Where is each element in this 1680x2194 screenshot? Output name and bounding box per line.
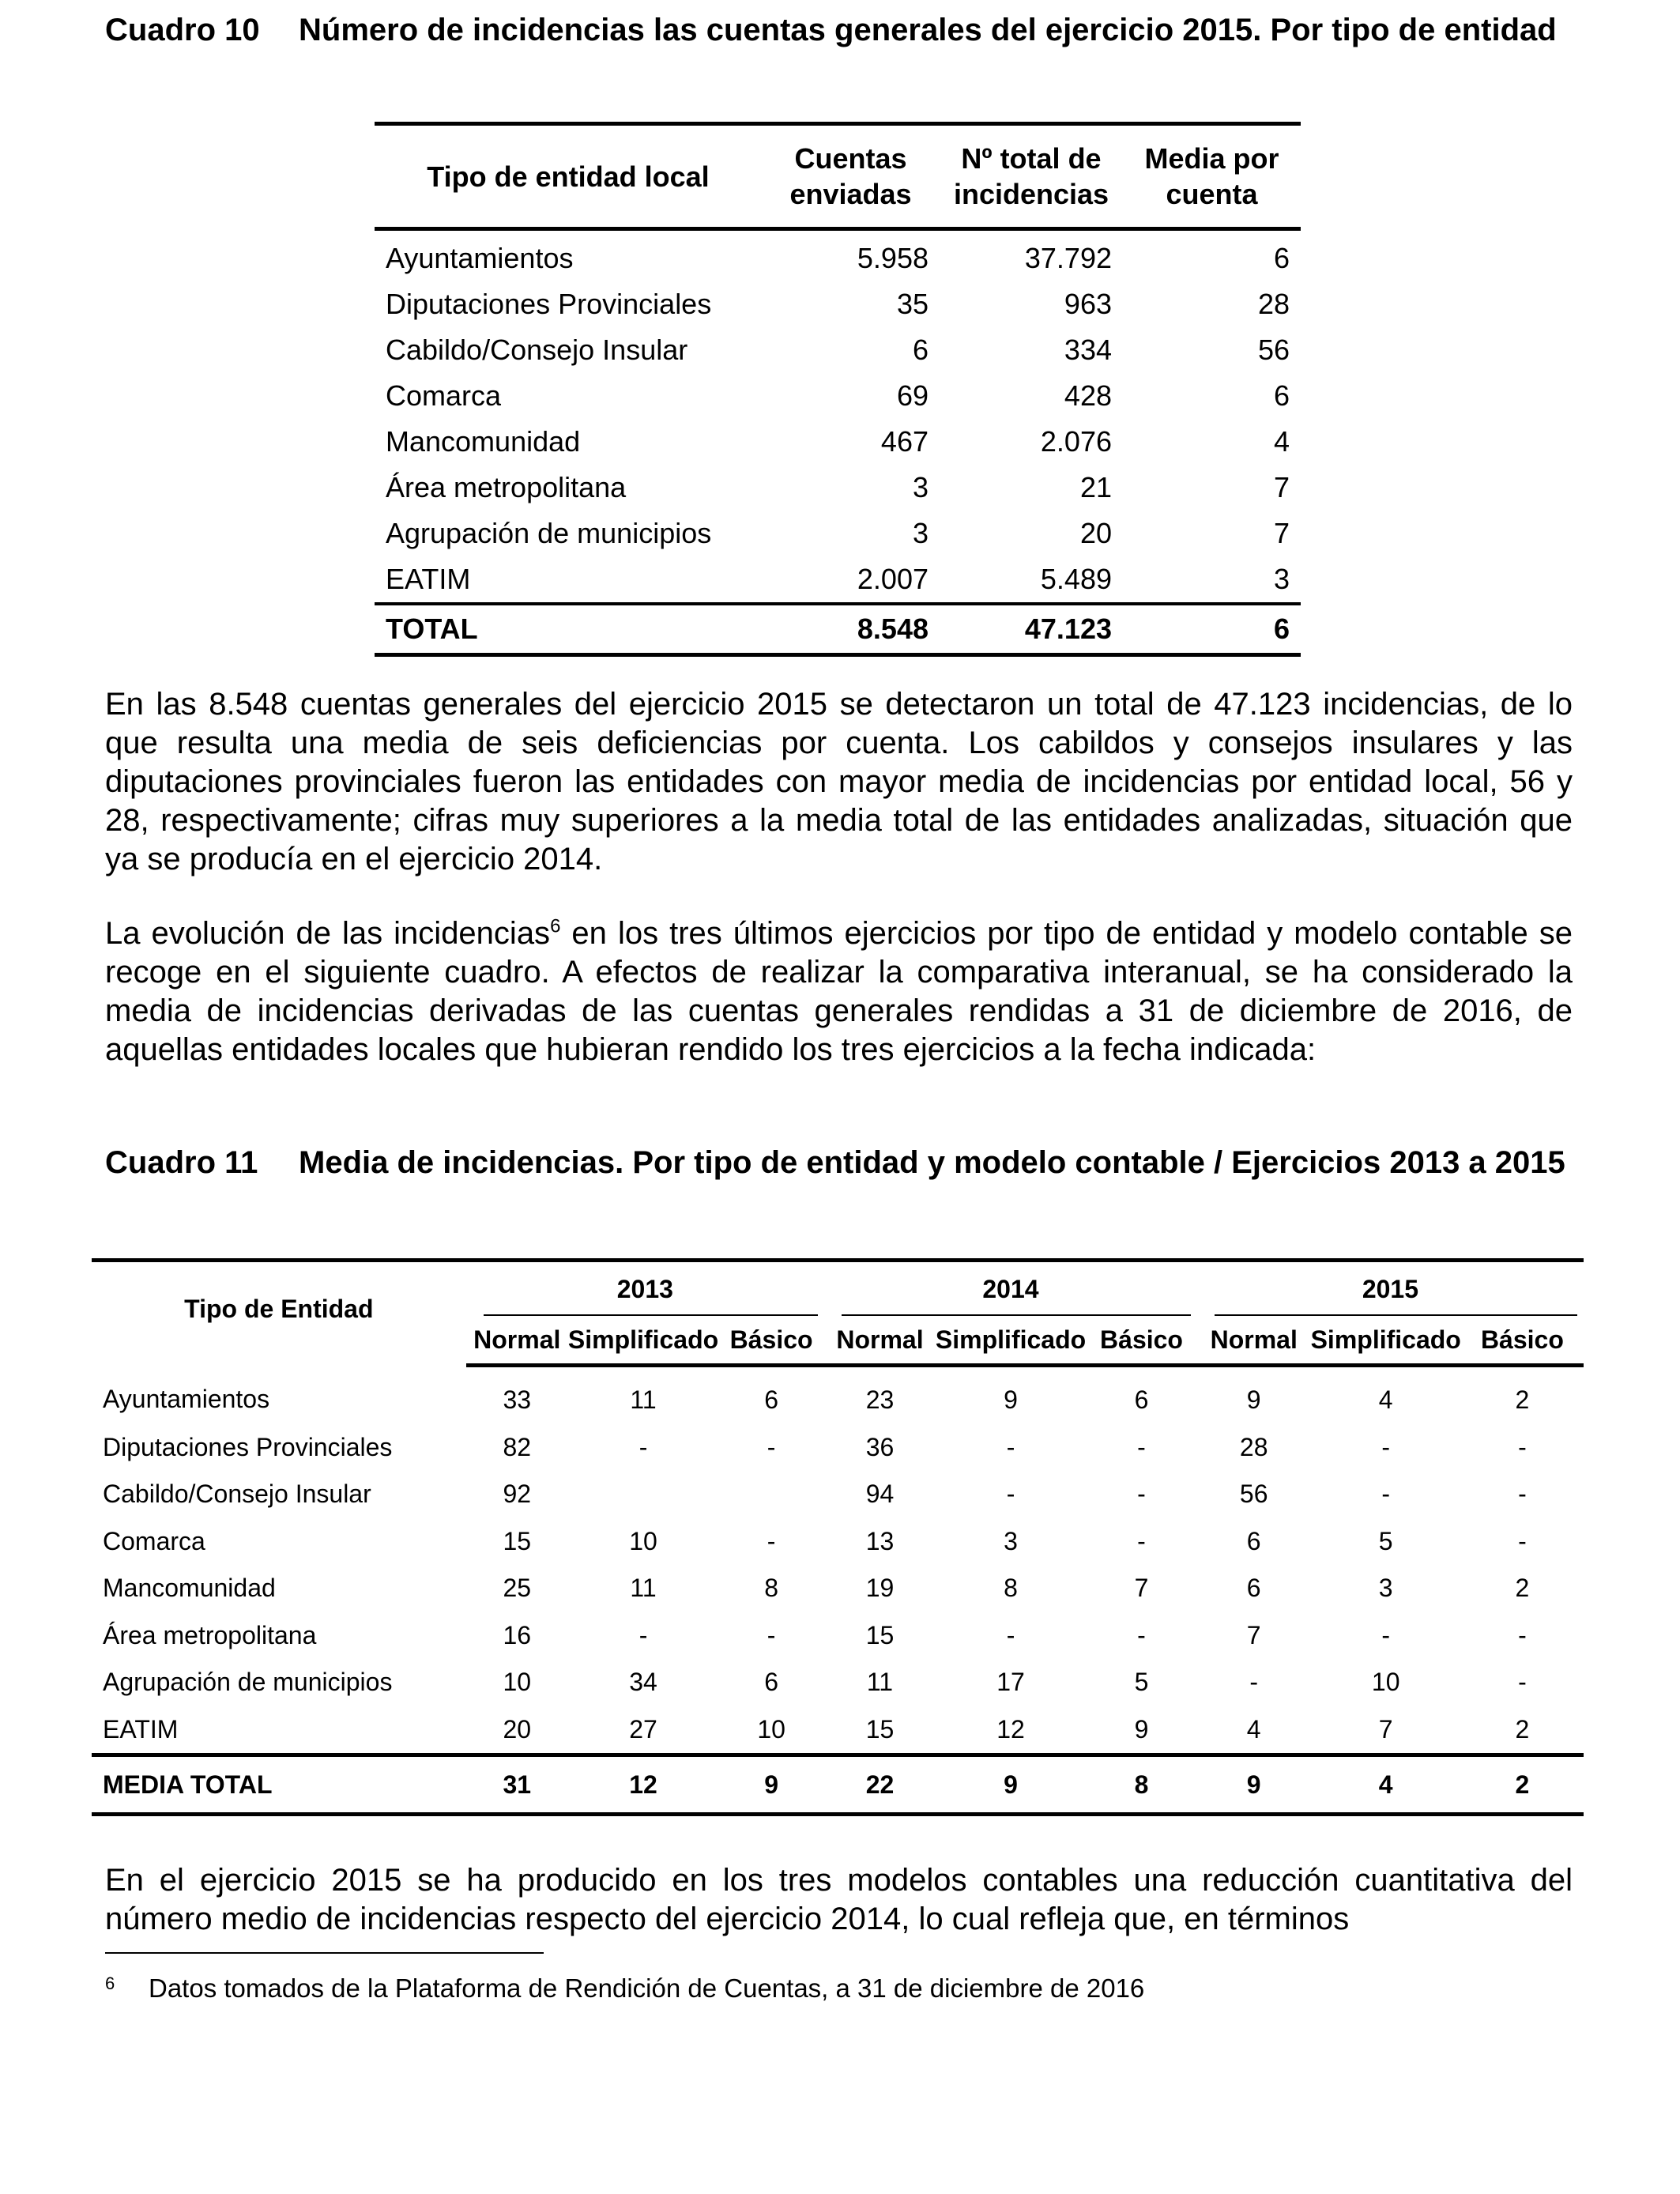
table-cell: 4	[1378, 1385, 1393, 1415]
row-label: Agrupación de municipios	[103, 1668, 393, 1697]
table-cell: 94	[865, 1480, 895, 1509]
table-cell: 428	[1064, 379, 1112, 412]
table-row	[92, 1612, 1584, 1660]
table-cell: 8	[1004, 1574, 1018, 1603]
cuadro-11-caption	[105, 1144, 1573, 1182]
row-label: Diputaciones Provinciales	[386, 288, 712, 320]
total-cell: 9	[1197, 1755, 1311, 1815]
cuadro-10-table	[375, 122, 1301, 657]
total-cell: 9	[718, 1755, 824, 1815]
col-header-year-2014: 2014	[824, 1261, 1197, 1317]
table-cell: 6	[1134, 1385, 1149, 1415]
table-cell: 15	[865, 1620, 895, 1649]
col-header-tipo-entidad: Tipo de Entidad	[92, 1261, 466, 1366]
table-cell: 7	[1134, 1574, 1149, 1603]
col-header-normal: Normal	[824, 1316, 936, 1366]
col-header-basico: Básico	[1461, 1316, 1584, 1366]
table-row	[92, 1659, 1584, 1706]
row-label: Diputaciones Provinciales	[103, 1432, 393, 1461]
table-cell: 2.007	[857, 563, 929, 595]
table-cell: 28	[1239, 1432, 1268, 1461]
paragraph-2: La evolución de las incidencias$^6$ en los tres últimos ejercicios por tipo de entidad y modelo contable se recoge en el siguiente cuadro. A efectos de realizar la comparativa interanual, se ha considerado la media de incidencias derivadas de las cuentas generales rendidas a 31 de diciembre de 2016, de aquellas entidades locales que hubieran rendido los tres ejercicios a la fecha indicada:	[105, 915, 1573, 1067]
table-cell: 5	[1134, 1668, 1149, 1697]
cuadro-10-number: Cuadro 10	[105, 13, 260, 47]
total-cell: 4	[1311, 1755, 1461, 1815]
table-row	[92, 1706, 1584, 1755]
cuadro-10-title: Número de incidencias las cuentas generales del ejercicio 2015. Por tipo de entidad	[299, 13, 1557, 47]
table-row	[375, 327, 1301, 373]
table-row	[92, 1518, 1584, 1566]
row-label: Agrupación de municipios	[386, 517, 712, 549]
table-header-row	[375, 124, 1301, 229]
table-cell: 5.958	[857, 242, 929, 274]
table-cell: 9	[1004, 1385, 1018, 1415]
total-cell: 47.123	[940, 604, 1123, 655]
table-cell: -	[1137, 1432, 1146, 1461]
col-header-cuentas-enviadas: Cuentas enviadas	[762, 124, 940, 229]
total-cell: 31	[466, 1755, 568, 1815]
footnote-reference: 6	[550, 915, 561, 937]
table-row	[375, 511, 1301, 556]
table-cell: -	[767, 1526, 776, 1555]
table-cell: -	[1381, 1432, 1391, 1461]
table-cell: 8	[764, 1574, 778, 1603]
table-cell: 963	[1064, 288, 1112, 320]
table-cell: 25	[503, 1574, 532, 1603]
total-cell: 6	[1123, 604, 1301, 655]
table-cell: 4	[1273, 425, 1290, 458]
table-cell: 92	[503, 1480, 532, 1509]
table-cell: 17	[996, 1668, 1025, 1697]
table-cell: 11	[630, 1574, 657, 1603]
table-cell: 37.792	[1024, 242, 1112, 274]
cuadro-11-body	[92, 1366, 1584, 1815]
table-cell: 6	[764, 1385, 778, 1415]
table-cell: 16	[503, 1620, 532, 1649]
table-row	[375, 229, 1301, 282]
paragraph-1: En las 8.548 cuentas generales del ejercicio 2015 se detectaron un total de 47.123 incidencias, de lo que resulta una media de seis deficiencias por cuenta. Los cabildos y consejos insulares y las diputaciones provinciales fueron las entidades con mayor media de incidencias por entidad local, 56 y 28, respectivamente; cifras muy superiores a la media total de las entidades analizadas, situación que ya se producía en el ejercicio 2014.	[105, 687, 1573, 876]
footnote-text: Datos tomados de la Plataforma de Rendición de Cuentas, a 31 de diciembre de 2016	[149, 1973, 1145, 2003]
cuadro-11-table	[92, 1258, 1584, 1816]
table-cell: 334	[1064, 334, 1112, 366]
row-label: Ayuntamientos	[386, 242, 574, 274]
table-cell: -	[1381, 1620, 1391, 1649]
table-cell: -	[638, 1620, 648, 1649]
table-cell: 21	[1079, 471, 1112, 503]
footnote	[105, 1966, 1527, 2006]
table-cell: 4	[1246, 1714, 1261, 1744]
col-header-basico: Básico	[1086, 1316, 1197, 1366]
table-cell: 10	[629, 1526, 657, 1555]
table-header-years-row	[92, 1261, 1584, 1317]
table-cell	[568, 1471, 718, 1518]
row-label: EATIM	[103, 1714, 179, 1744]
table-cell: 19	[865, 1574, 895, 1603]
table-cell: -	[1137, 1620, 1146, 1649]
table-cell: 3	[1273, 563, 1290, 595]
cuadro-10-caption	[105, 11, 1573, 50]
row-label: Comarca	[386, 379, 502, 412]
table-cell: -	[638, 1432, 648, 1461]
table-cell: 5.489	[1040, 563, 1112, 595]
col-header-normal: Normal	[466, 1316, 568, 1366]
table-cell: 10	[503, 1668, 532, 1697]
table-cell: -	[1518, 1620, 1527, 1649]
col-header-simplificado: Simplificado	[936, 1316, 1086, 1366]
total-cell: 12	[568, 1755, 718, 1815]
table-cell: -	[1137, 1480, 1146, 1509]
total-row	[375, 604, 1301, 655]
table-cell: -	[767, 1432, 776, 1461]
row-label: EATIM	[386, 563, 471, 595]
row-label: Área metropolitana	[386, 471, 627, 503]
table-row	[92, 1424, 1584, 1472]
table-cell: 12	[996, 1714, 1025, 1744]
total-cell: 9	[936, 1755, 1086, 1815]
table-cell: 6	[1246, 1574, 1261, 1603]
table-cell: 28	[1257, 288, 1290, 320]
row-label: Área metropolitana	[103, 1620, 317, 1649]
table-cell: 20	[1079, 517, 1112, 549]
col-header-media-cuenta: Media por cuenta	[1123, 124, 1301, 229]
total-cell: 2	[1461, 1755, 1584, 1815]
cuadro-10-body	[375, 229, 1301, 655]
table-cell: 3	[1004, 1526, 1018, 1555]
total-cell: 22	[824, 1755, 936, 1815]
table-cell: 11	[630, 1385, 657, 1415]
table-cell: 6	[764, 1668, 778, 1697]
table-cell: 20	[503, 1714, 532, 1744]
table-cell: 10	[757, 1714, 785, 1744]
table-cell: 467	[880, 425, 929, 458]
table-cell: 23	[865, 1385, 895, 1415]
row-label: Ayuntamientos	[103, 1385, 270, 1413]
total-row	[92, 1755, 1584, 1815]
table-cell: 36	[865, 1432, 895, 1461]
table-cell: -	[1518, 1480, 1527, 1509]
table-cell: 2	[1515, 1385, 1530, 1415]
table-cell: 7	[1273, 471, 1290, 503]
table-row	[92, 1366, 1584, 1424]
table-cell: -	[1006, 1480, 1015, 1509]
table-cell: 69	[896, 379, 929, 412]
table-cell: 2.076	[1040, 425, 1112, 458]
cuadro-11-number: Cuadro 11	[105, 1145, 258, 1180]
table-cell: 3	[1378, 1574, 1393, 1603]
table-cell: 6	[1273, 379, 1290, 412]
total-label: MEDIA TOTAL	[92, 1755, 466, 1815]
total-label: TOTAL	[375, 604, 762, 655]
table-cell: -	[1518, 1668, 1527, 1697]
table-cell: -	[1381, 1480, 1391, 1509]
paragraph-3: En el ejercicio 2015 se ha producido en los tres modelos contables una reducción cuantitativa del número medio de incidencias respecto del ejercicio 2014, lo cual refleja que, en términos	[105, 1863, 1573, 1936]
col-header-tipo-entidad: Tipo de entidad local	[375, 124, 762, 229]
table-cell: 7	[1378, 1714, 1393, 1744]
table-cell: 11	[866, 1668, 894, 1697]
row-label: Cabildo/Consejo Insular	[103, 1480, 371, 1509]
row-label: Mancomunidad	[386, 425, 581, 458]
col-header-year-2013: 2013	[466, 1261, 824, 1317]
table-cell: 6	[1273, 242, 1290, 274]
col-header-total-incidencias: Nº total de incidencias	[940, 124, 1123, 229]
row-label: Comarca	[103, 1526, 205, 1555]
table-cell: -	[1137, 1526, 1146, 1555]
table-cell: 2	[1515, 1714, 1530, 1744]
table-row	[375, 556, 1301, 604]
table-cell	[718, 1471, 824, 1518]
table-cell: -	[767, 1620, 776, 1649]
table-row	[92, 1565, 1584, 1612]
table-cell: -	[1249, 1668, 1259, 1697]
table-cell: 9	[1134, 1714, 1149, 1744]
table-cell: 2	[1515, 1574, 1530, 1603]
table-cell: 33	[503, 1385, 532, 1415]
table-row	[375, 419, 1301, 465]
table-row	[375, 281, 1301, 327]
row-label: Mancomunidad	[103, 1574, 276, 1603]
total-cell: 8	[1086, 1755, 1197, 1815]
table-cell: 3	[912, 517, 929, 549]
table-cell: 5	[1378, 1526, 1393, 1555]
table-cell: 56	[1239, 1480, 1268, 1509]
table-cell: 27	[629, 1714, 657, 1744]
row-label: Cabildo/Consejo Insular	[386, 334, 688, 366]
table-cell: 9	[1246, 1385, 1261, 1415]
table-cell: -	[1006, 1432, 1015, 1461]
table-cell: 6	[1246, 1526, 1261, 1555]
table-cell: 13	[865, 1526, 895, 1555]
table-row	[92, 1471, 1584, 1518]
table-cell: 56	[1257, 334, 1290, 366]
total-cell: 8.548	[762, 604, 940, 655]
table-cell: -	[1518, 1526, 1527, 1555]
col-header-simplificado: Simplificado	[1311, 1316, 1461, 1366]
col-header-normal: Normal	[1197, 1316, 1311, 1366]
table-cell: 34	[629, 1668, 657, 1697]
col-header-year-2015: 2015	[1197, 1261, 1584, 1317]
table-cell: 3	[912, 471, 929, 503]
footnote-number: 6	[105, 1973, 115, 1993]
table-cell: 7	[1246, 1620, 1261, 1649]
table-cell: 35	[896, 288, 929, 320]
footnote-divider	[105, 1952, 544, 1954]
table-cell: -	[1006, 1620, 1015, 1649]
col-header-basico: Básico	[718, 1316, 824, 1366]
table-row	[375, 465, 1301, 511]
table-cell: 82	[503, 1432, 532, 1461]
table-cell: -	[1518, 1432, 1527, 1461]
table-cell: 10	[1371, 1668, 1400, 1697]
table-row	[375, 373, 1301, 419]
table-cell: 15	[865, 1714, 895, 1744]
table-cell: 15	[503, 1526, 532, 1555]
table-cell: 6	[912, 334, 929, 366]
col-header-simplificado: Simplificado	[568, 1316, 718, 1366]
cuadro-11-title: Media de incidencias. Por tipo de entidad y modelo contable / Ejercicios 2013 a 2015	[299, 1145, 1565, 1180]
table-cell: 7	[1273, 517, 1290, 549]
